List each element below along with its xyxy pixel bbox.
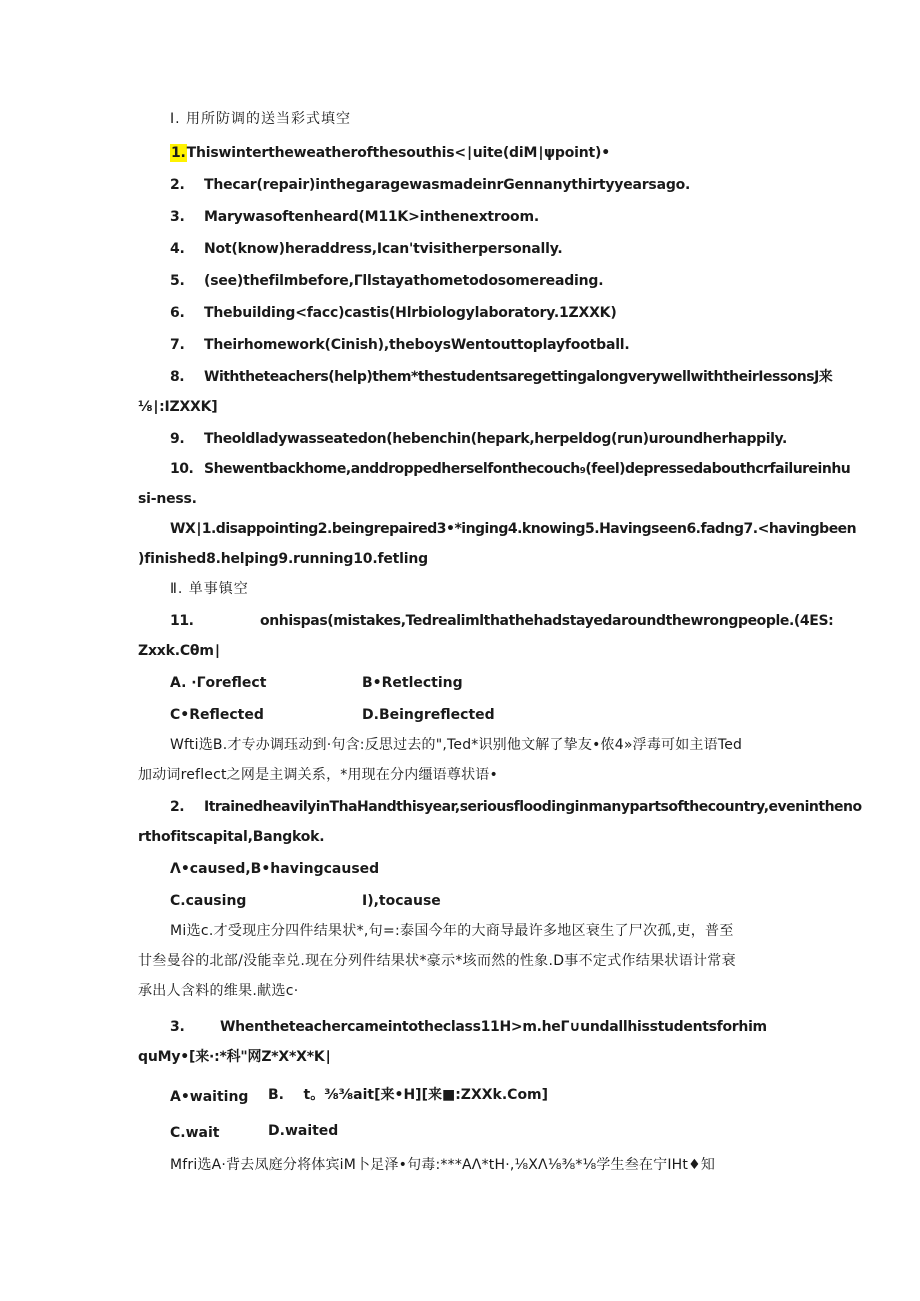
section-2-title: Ⅱ. 单事镇空 [170, 581, 249, 597]
question-10-number: 10. [170, 461, 194, 477]
answers-line-2: )finished8.helping9.running10.fetling [138, 551, 428, 567]
question-9 [170, 430, 787, 448]
question-13-option-b [268, 1086, 548, 1104]
question-5-text: (see)thefilmbefore,Γllstayathometodosomereading. [204, 273, 604, 289]
question-13-option-b-label: B. [268, 1087, 284, 1103]
question-13-number: 3. [170, 1019, 185, 1035]
question-3-number: 3. [170, 209, 185, 225]
question-5-number: 5. [170, 273, 185, 289]
question-6-text: Thebuilding<facc)castis(Hlrbiologylaboratory.1ZXXK) [204, 305, 617, 321]
question-12 [170, 798, 862, 816]
question-12-options-ab: Λ•caused,B•havingcaused [170, 861, 380, 877]
question-8-number: 8. [170, 369, 185, 385]
question-10-continuation: si-ness. [138, 491, 197, 507]
question-11-explanation-2: 加动词reflect之网是主调关系，*用现在分内缰语尊状语• [138, 767, 498, 783]
question-8 [170, 368, 832, 386]
question-8-text: Withtheteachers(help)them*thestudentsaregettingalongverywellwiththeirIessonsJ来 [204, 369, 833, 385]
question-8-continuation: ⅛∣:IZXXK] [138, 399, 218, 415]
question-12-explanation-3: 承出人含料的维果.献选c· [138, 983, 299, 999]
question-1-text: Thiswintertheweatherofthesouthis<∣uite(diM∣ψpoint)• [186, 145, 610, 161]
question-11-continuation: Zxxk.Cθm∣ [138, 643, 221, 659]
question-11-explanation-1: Wfti选B.才专办调珏动到·句含:反思过去的",Ted*识别他文解了挚友•侬4»浮毒可如主语Ted [170, 737, 743, 753]
question-13-option-d: D.waited [268, 1123, 339, 1139]
question-4-text: Not(know)heraddress,Ican'tvisitherpersonally. [204, 241, 563, 257]
question-13-text: Whentheteachercameintotheclass11H>m.heΓ∪undallhisstudentsforhim [220, 1019, 767, 1035]
question-13-option-c: C.wait [170, 1125, 220, 1141]
question-11-number: 11. [170, 613, 194, 629]
answers-line-1: WX∣1.disappointing2.beingrepaired3•*inging4.knowing5.Havingseen6.fadng7.<havingbeen [170, 521, 857, 537]
section-1-title: Ⅰ. 用所防调的送当彩式填空 [170, 111, 352, 127]
question-3-text: Marywasoftenheard(M11K>inthenextroom. [204, 209, 539, 225]
question-9-number: 9. [170, 431, 185, 447]
question-13 [170, 1018, 767, 1036]
question-11-option-d: D.Beingreflected [362, 707, 495, 723]
question-13-continuation: quMy•[来·:*科"网Z*X*X*K∣ [138, 1049, 332, 1065]
question-7 [170, 336, 630, 354]
question-13-option-a: A•waiting [170, 1089, 249, 1105]
question-6 [170, 304, 617, 322]
question-10 [170, 460, 850, 478]
question-11-option-a: A. ·Γoreflect [170, 675, 267, 691]
question-11-option-b: B•Retlecting [362, 675, 463, 691]
question-11 [170, 612, 833, 630]
question-1 [170, 144, 610, 162]
question-12-continuation: rthofitscapital,Bangkok. [138, 829, 325, 845]
question-11-option-c: C•Reflected [170, 707, 264, 723]
question-10-text: Shewentbackhome,anddroppedherselfonthecouch₉(feel)depressedabouthcrfailureinhu [204, 461, 851, 477]
question-12-number: 2. [170, 799, 185, 815]
question-4 [170, 240, 562, 258]
question-1-number: 1. [171, 145, 186, 161]
question-12-option-c: C.causing [170, 893, 247, 909]
question-4-number: 4. [170, 241, 185, 257]
question-12-text: ItrainedheavilyinThaHandthisyear,seriousfloodinginmanypartsofthecountry,evenintheno [204, 799, 862, 815]
question-7-text: Theirhomework(Cinish),theboysWentouttoplayfootball. [204, 337, 630, 353]
question-2-number: 2. [170, 177, 185, 193]
question-7-number: 7. [170, 337, 185, 353]
question-3 [170, 208, 539, 226]
question-2 [170, 176, 690, 194]
question-6-number: 6. [170, 305, 185, 321]
question-11-text: onhispas(mistakes,Tedrealimlthathehadstayedaroundthewrongpeople.(4ES: [260, 613, 834, 629]
question-5 [170, 272, 603, 290]
question-13-option-b-text: t。⅜⅜ait[来•H][来■:ZXXk.Com] [303, 1087, 549, 1103]
question-12-explanation-1: Mi选c.才受现庄分四件结果状*,句=:泰国今年的大商导最许多地区衰生了尸次孤,吏，普至 [170, 923, 734, 939]
question-12-explanation-2: 廿叁曼谷的北部/没能幸兑.现在分列件结果状*豪示*垓而然的性象.D事不定式作结果状语计常衰 [138, 953, 736, 969]
question-9-text: Theoldladywasseatedon(hebenchin(hepark,herpeldog(run)uroundherhappily. [204, 431, 787, 447]
question-13-explanation-1: Mfri选A·背去凤庭分将体宾iM卜足泽•句毒:***AΛ*tH·,⅛XΛ⅛⅜*⅛学生叁在宁IHt♦知 [170, 1157, 716, 1173]
question-12-option-d: I),tocause [362, 893, 441, 909]
question-2-text: Thecar(repair)inthegaragewasmadeinrGennanythirtyyearsago. [204, 177, 691, 193]
